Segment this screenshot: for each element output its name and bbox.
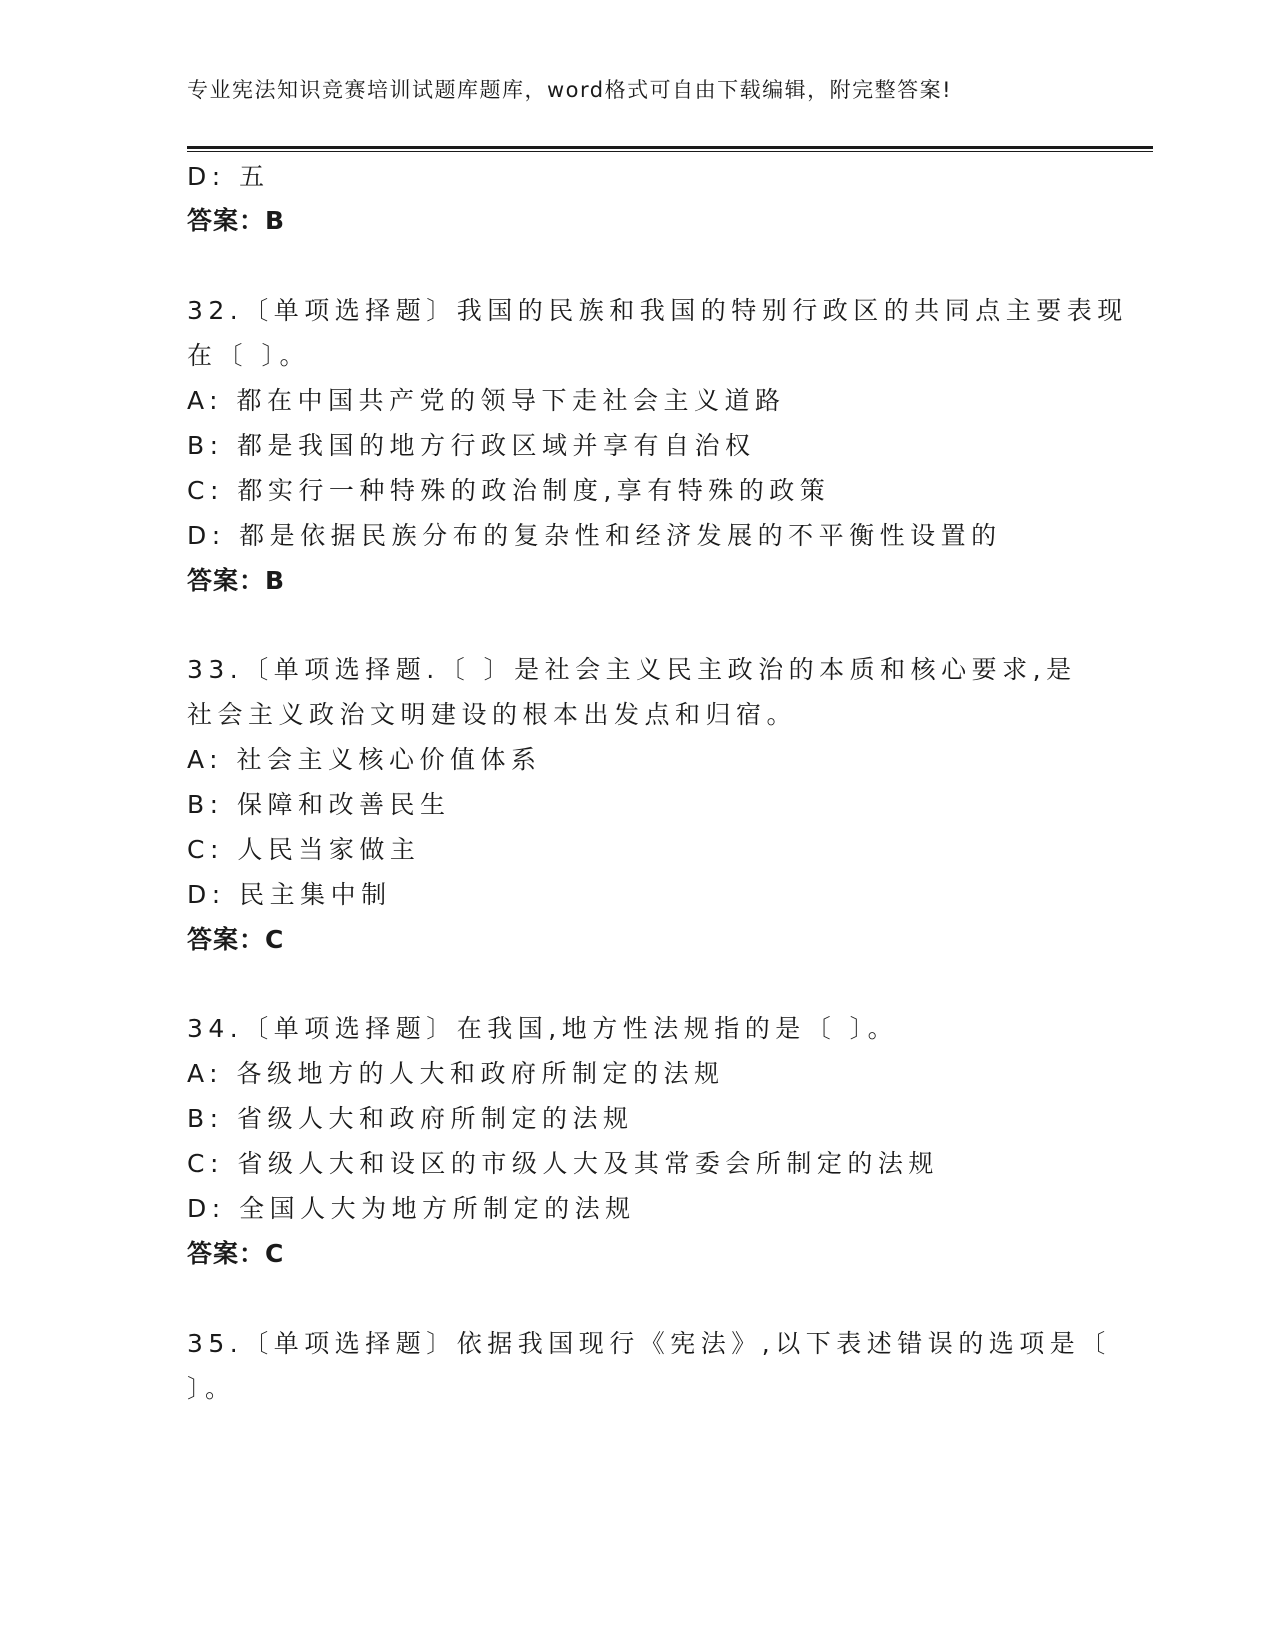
q32-stem-line2: 在〔 〕。 [187, 341, 310, 370]
prev-answer: 答案：B [187, 206, 286, 235]
q32-option-c: C: 都实行一种特殊的政治制度,享有特殊的政策 [187, 476, 831, 505]
q35-stem-line2: 〕。 [187, 1374, 236, 1403]
q34-stem-line1: 34.〔单项选择题〕在我国,地方性法规指的是〔 〕。 [187, 1014, 899, 1043]
q33-option-a: A: 社会主义核心价值体系 [187, 745, 542, 774]
q34-option-c: C: 省级人大和设区的市级人大及其常委会所制定的法规 [187, 1149, 939, 1178]
q33-stem-line1: 33.〔单项选择题.〔 〕是社会主义民主政治的本质和核心要求,是 [187, 655, 1077, 684]
q33-option-c: C: 人民当家做主 [187, 835, 421, 864]
q32-option-d: D: 都是依据民族分布的复杂性和经济发展的不平衡性设置的 [187, 521, 1002, 550]
q34-answer: 答案：C [187, 1239, 285, 1268]
q34-option-a: A: 各级地方的人大和政府所制定的法规 [187, 1059, 725, 1088]
q33-stem-line2: 社会主义政治文明建设的根本出发点和归宿。 [187, 700, 798, 729]
q33-option-b: B: 保障和改善民生 [187, 790, 451, 819]
q35-stem-line1: 35.〔单项选择题〕依据我国现行《宪法》,以下表述错误的选项是〔 [187, 1329, 1111, 1358]
q33-answer: 答案：C [187, 925, 285, 954]
q33-option-d: D: 民主集中制 [187, 880, 392, 909]
page-header: 专业宪法知识竞赛培训试题库题库，word格式可自由下载编辑，附完整答案! [187, 78, 953, 102]
q34-option-b: B: 省级人大和政府所制定的法规 [187, 1104, 634, 1133]
q32-stem-line1: 32.〔单项选择题〕我国的民族和我国的特别行政区的共同点主要表现 [187, 296, 1128, 325]
prev-option-d: D: 五 [187, 162, 270, 191]
q32-option-a: A: 都在中国共产党的领导下走社会主义道路 [187, 386, 786, 415]
q32-answer: 答案：B [187, 566, 286, 595]
header-divider-thin [187, 151, 1153, 152]
q34-option-d: D: 全国人大为地方所制定的法规 [187, 1194, 636, 1223]
q32-option-b: B: 都是我国的地方行政区域并享有自治权 [187, 431, 756, 460]
header-divider-thick [187, 146, 1153, 149]
